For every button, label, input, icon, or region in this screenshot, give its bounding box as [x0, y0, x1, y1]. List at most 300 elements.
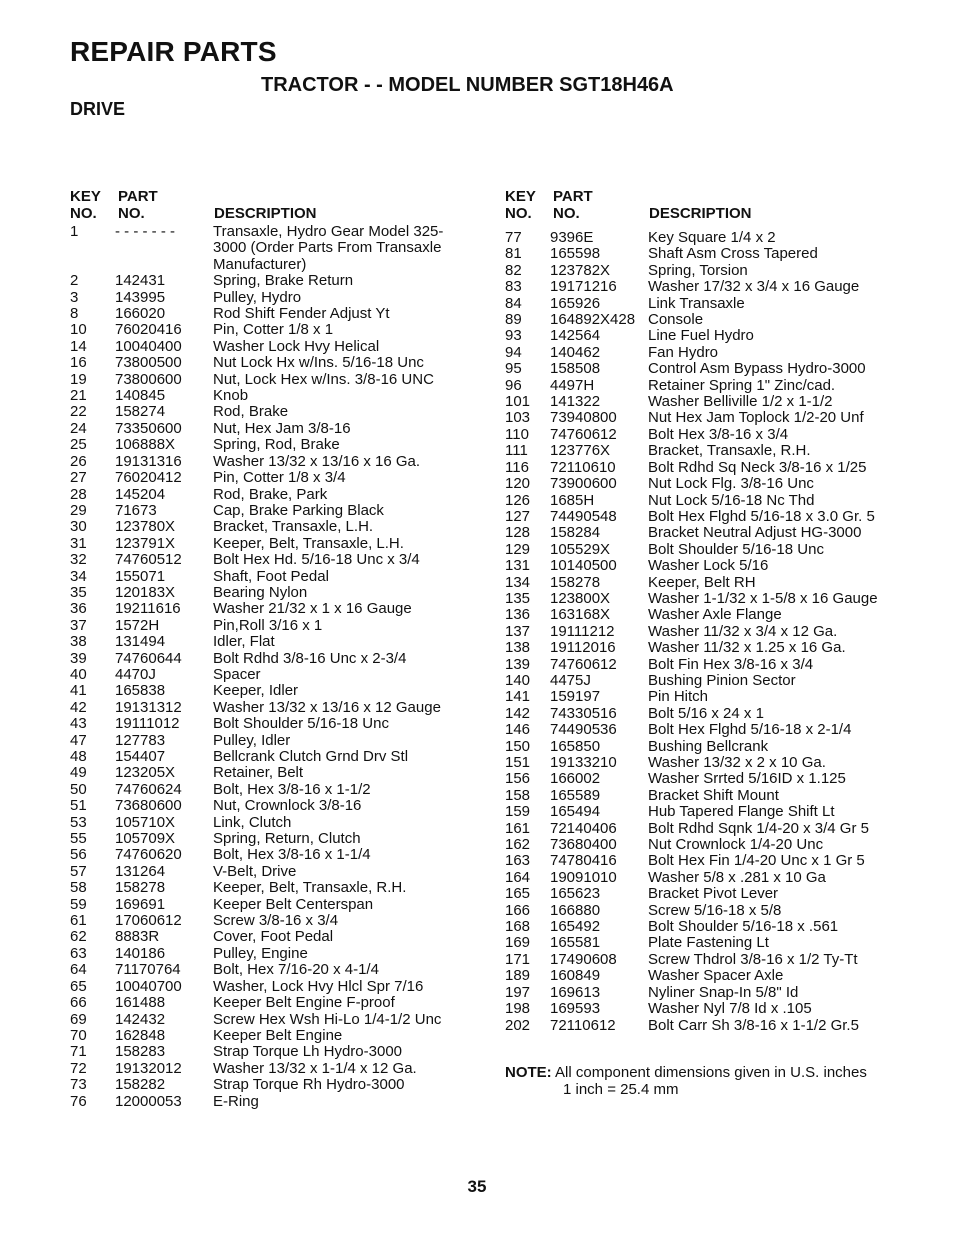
section-heading: DRIVE — [70, 99, 126, 119]
parts-row — [70, 1044, 458, 1060]
parts-row-key: 14 — [70, 337, 87, 355]
parts-row-key: 24 — [70, 419, 87, 437]
parts-row-desc: Bolt Hex 3/8-16 x 3/4 — [648, 425, 789, 443]
parts-row-part: 154407 — [115, 748, 166, 765]
parts-row — [505, 1001, 898, 1017]
parts-row — [70, 782, 458, 798]
parts-row-key: 36 — [70, 600, 87, 618]
parts-row-part: 105709X — [115, 830, 176, 848]
left-parts-list — [70, 224, 458, 1110]
parts-row-key: 161 — [505, 819, 531, 837]
parts-row-part: 1572H — [115, 616, 160, 634]
parts-row-desc: Hub Tapered Flange Shift Lt — [648, 803, 835, 821]
parts-row — [70, 355, 458, 371]
parts-row-desc: Spring, Rod, Brake — [213, 436, 340, 454]
parts-row-part: 123776X — [550, 442, 611, 460]
parts-row — [70, 290, 458, 306]
parts-row-key: 41 — [70, 682, 87, 700]
parts-row — [505, 657, 898, 673]
parts-row-key: 21 — [70, 387, 87, 405]
parts-row-part: 73800600 — [115, 370, 182, 388]
left-desc-header: DESCRIPTION — [214, 205, 317, 222]
parts-row — [505, 870, 898, 886]
parts-row — [505, 575, 898, 591]
parts-row-desc: Washer Nyl 7/8 Id x .105 — [648, 1000, 812, 1018]
parts-row-key: 57 — [70, 862, 87, 880]
parts-row-desc: Bracket, Transaxle, R.H. — [648, 442, 811, 460]
parts-row-desc: Bolt, Hex 3/8-16 x 1-1/2 — [213, 780, 371, 798]
parts-row — [70, 372, 458, 388]
parts-row-key: 8 — [70, 305, 79, 323]
right-key-header: KEY NO. — [505, 188, 536, 222]
parts-row-part: 158283 — [115, 1043, 166, 1061]
parts-row — [70, 339, 458, 355]
left-key-header: KEY NO. — [70, 188, 101, 222]
parts-row — [505, 296, 898, 312]
parts-row-key: 189 — [505, 967, 531, 985]
parts-row-key: 70 — [70, 1026, 87, 1044]
parts-row-part: 105529X — [550, 540, 611, 558]
parts-row — [70, 929, 458, 945]
parts-row-desc: Nut Lock 5/16-18 Nc Thd — [648, 491, 815, 509]
parts-row-part: 158284 — [550, 524, 601, 542]
parts-row-key: 159 — [505, 803, 531, 821]
parts-row-desc: Rod Shift Fender Adjust Yt — [213, 305, 390, 323]
parts-row — [505, 755, 898, 771]
parts-row — [505, 542, 898, 558]
parts-row-key: 138 — [505, 639, 531, 657]
parts-row-part: 19211616 — [115, 600, 181, 618]
parts-row-part: 10040700 — [115, 977, 182, 995]
parts-row — [70, 995, 458, 1011]
parts-row — [505, 525, 898, 541]
parts-row-key: 28 — [70, 485, 87, 503]
parts-row — [70, 634, 458, 650]
parts-row-key: 128 — [505, 524, 531, 542]
parts-row-desc: Nut Crownlock 1/4-20 Unc — [648, 836, 824, 854]
parts-row — [505, 1018, 898, 1034]
parts-row-key: 59 — [70, 895, 87, 913]
parts-row-desc: Washer Lock 5/16 — [648, 557, 769, 575]
parts-row — [70, 683, 458, 699]
parts-row-key: 171 — [505, 950, 531, 968]
parts-row-desc: Pin,Roll 3/16 x 1 — [213, 616, 323, 634]
parts-row-desc: Bolt Hex Flghd 5/16-18 x 2-1/4 — [648, 721, 852, 739]
parts-row — [70, 946, 458, 962]
parts-row — [505, 821, 898, 837]
parts-row-desc: Washer 5/8 x .281 x 10 Ga — [648, 868, 826, 886]
parts-row-desc: Washer Lock Hvy Helical — [213, 337, 380, 355]
parts-row — [505, 509, 898, 525]
parts-row-part: 74760644 — [115, 649, 182, 667]
parts-row — [70, 322, 458, 338]
parts-row-desc: Bolt 5/16 x 24 x 1 — [648, 704, 764, 722]
parts-row-desc: Shaft Asm Cross Tapered — [648, 245, 818, 263]
parts-row-desc: Rod, Brake — [213, 403, 289, 421]
parts-row-desc: Nut Lock Flg. 3/8-16 Unc — [648, 475, 814, 493]
parts-row — [505, 312, 898, 328]
parts-row — [70, 569, 458, 585]
parts-row-part: 71673 — [115, 501, 157, 519]
parts-row-desc: Idler, Flat — [213, 633, 275, 651]
parts-row-desc: Bolt, Hex 3/8-16 x 1-1/4 — [213, 846, 371, 864]
parts-row-key: 169 — [505, 934, 531, 952]
parts-row-desc: Link Transaxle — [648, 294, 745, 312]
parts-row-part: 159197 — [550, 688, 601, 706]
parts-row-desc: Console — [648, 311, 704, 329]
parts-row-desc: V-Belt, Drive — [213, 862, 297, 880]
right-desc-header: DESCRIPTION — [649, 205, 752, 222]
parts-row-desc: Spring, Brake Return — [213, 272, 354, 290]
parts-row-part: 74490536 — [550, 721, 617, 739]
parts-row-key: 42 — [70, 698, 87, 716]
parts-row — [505, 410, 898, 426]
parts-row-part: 72140406 — [550, 819, 617, 837]
parts-row-key: 134 — [505, 573, 531, 591]
parts-row — [505, 739, 898, 755]
parts-row — [70, 765, 458, 781]
parts-row-desc: Washer Srrted 5/16ID x 1.125 — [648, 770, 846, 788]
parts-row-desc: Washer 17/32 x 3/4 x 16 Gauge — [648, 278, 860, 296]
parts-row — [70, 388, 458, 404]
parts-row — [70, 651, 458, 667]
parts-row — [70, 421, 458, 437]
parts-row-key: 158 — [505, 786, 531, 804]
parts-row-part: 74330516 — [550, 704, 617, 722]
parts-row-desc: Bolt Shoulder 5/16-18 Unc — [648, 540, 824, 558]
parts-row-desc: Nut, Lock Hex w/Ins. 3/8-16 UNC — [213, 370, 434, 388]
parts-row-key: 168 — [505, 918, 531, 936]
parts-row — [505, 345, 898, 361]
parts-row-key: 120 — [505, 475, 531, 493]
parts-row-key: 198 — [505, 1000, 531, 1018]
parts-row-desc: Keeper Belt Engine — [213, 1026, 343, 1044]
parts-row-desc: Control Asm Bypass Hydro-3000 — [648, 360, 866, 378]
parts-row — [70, 1061, 458, 1077]
parts-row-key: 166 — [505, 901, 531, 919]
parts-row-part: 74760620 — [115, 846, 182, 864]
parts-row-desc: Nut, Hex Jam 3/8-16 — [213, 419, 351, 437]
parts-row-desc: Pin, Cotter 1/8 x 1 — [213, 321, 334, 339]
parts-row-key: 197 — [505, 983, 531, 1001]
parts-row-part: 19131316 — [115, 452, 182, 470]
parts-row — [505, 246, 898, 262]
parts-row-key: 10 — [70, 321, 87, 339]
parts-row-desc: Strap Torque Lh Hydro-3000 — [213, 1043, 403, 1061]
parts-row-desc: Bolt Hex Flghd 5/16-18 x 3.0 Gr. 5 — [648, 507, 875, 525]
parts-row-desc: Spacer — [213, 665, 261, 683]
parts-row-key: 139 — [505, 655, 531, 673]
parts-row-desc: Bracket Pivot Lever — [648, 885, 779, 903]
parts-row-key: 63 — [70, 944, 87, 962]
parts-row-key: 94 — [505, 343, 522, 361]
parts-row-key: 29 — [70, 501, 87, 519]
parts-row — [70, 585, 458, 601]
parts-row-key: 163 — [505, 852, 531, 870]
parts-row-part: 142564 — [550, 327, 601, 345]
parts-row-key: 35 — [70, 583, 87, 601]
parts-row-desc: Bolt Carr Sh 3/8-16 x 1-1/2 Gr.5 — [648, 1016, 859, 1034]
parts-row-part: 106888X — [115, 436, 176, 454]
parts-row-key: 49 — [70, 764, 87, 782]
parts-row — [505, 886, 898, 902]
parts-row — [70, 749, 458, 765]
parts-row-key: 140 — [505, 671, 531, 689]
parts-row-key: 62 — [70, 928, 87, 946]
parts-row-key: 131 — [505, 557, 531, 575]
parts-row-desc: Keeper, Belt, Transaxle, L.H. — [213, 534, 404, 552]
parts-row-key: 101 — [505, 393, 531, 411]
parts-row-desc: Bolt Rdhd Sq Neck 3/8-16 x 1/25 — [648, 458, 867, 476]
parts-row — [70, 798, 458, 814]
parts-row-key: 137 — [505, 622, 531, 640]
parts-row-part: 4470J — [115, 665, 156, 683]
parts-row-desc: Washer 1-1/32 x 1-5/8 x 16 Gauge — [648, 589, 878, 607]
parts-row — [70, 880, 458, 896]
parts-row — [70, 503, 458, 519]
parts-row-key: 1 — [70, 223, 79, 240]
parts-row-part: 140186 — [115, 944, 166, 962]
parts-row-key: 65 — [70, 977, 87, 995]
parts-row-part: 166020 — [115, 305, 166, 323]
parts-row-part: 73940800 — [550, 409, 617, 427]
parts-row-desc: Nyliner Snap-In 5/8" Id — [648, 983, 799, 1001]
parts-row-key: 37 — [70, 616, 87, 634]
parts-row — [70, 667, 458, 683]
parts-row-desc: Bolt Shoulder 5/16-18 x .561 — [648, 918, 839, 936]
parts-row-desc: Washer Axle Flange — [648, 606, 782, 624]
parts-row-part: 158508 — [550, 360, 601, 378]
parts-row-part: 76020412 — [115, 469, 182, 487]
parts-row — [505, 624, 898, 640]
parts-row-desc: Bearing Nylon — [213, 583, 308, 601]
parts-row-key: 146 — [505, 721, 531, 739]
parts-row-key: 150 — [505, 737, 531, 755]
parts-row-part: 160849 — [550, 967, 601, 985]
parts-row-key: 31 — [70, 534, 87, 552]
parts-row-part: 131494 — [115, 633, 166, 651]
parts-row — [505, 328, 898, 344]
parts-row-key: 151 — [505, 754, 531, 771]
parts-row — [70, 831, 458, 847]
parts-row-key: 136 — [505, 606, 531, 624]
parts-row-desc: Bellcrank Clutch Grnd Drv Stl — [213, 748, 409, 765]
parts-row-part: 73900600 — [550, 475, 617, 493]
parts-row-key: 69 — [70, 1010, 87, 1028]
parts-row-part: 158282 — [115, 1076, 166, 1094]
parts-row-part: 10040400 — [115, 337, 182, 355]
parts-row-part: 127783 — [115, 731, 166, 749]
parts-row-desc: Washer Belliville 1/2 x 1-1/2 — [648, 393, 833, 411]
parts-row-key: 165 — [505, 885, 531, 903]
parts-row-part: 74760512 — [115, 551, 182, 569]
parts-row-part: 165623 — [550, 885, 601, 903]
parts-row — [70, 897, 458, 913]
parts-row-desc: Screw Hex Wsh Hi-Lo 1/4-1/2 Unc — [213, 1010, 442, 1028]
parts-row-key: 164 — [505, 868, 531, 886]
parts-row-desc: Spring, Return, Clutch — [213, 830, 361, 848]
parts-row-part: 9396E — [550, 229, 594, 246]
left-part-header: PART NO. — [118, 188, 158, 222]
parts-row-part: 8883R — [115, 928, 160, 946]
parts-row-desc: Pin Hitch — [648, 688, 709, 706]
parts-row-part: 142431 — [115, 272, 166, 290]
parts-row — [505, 722, 898, 738]
parts-row — [70, 224, 458, 273]
parts-row — [70, 404, 458, 420]
parts-row — [505, 558, 898, 574]
parts-row-key: 58 — [70, 879, 87, 897]
parts-row-part: 123205X — [115, 764, 176, 782]
parts-row-desc: Retainer Spring 1" Zinc/cad. — [648, 376, 836, 394]
parts-row-part: 165926 — [550, 294, 601, 312]
parts-row — [505, 640, 898, 656]
parts-row-part: 74490548 — [550, 507, 617, 525]
parts-row-part: 19112016 — [550, 639, 616, 657]
parts-row — [505, 689, 898, 705]
parts-row-desc: Link, Clutch — [213, 813, 292, 831]
parts-row-part: 123780X — [115, 518, 176, 536]
parts-row-key: 38 — [70, 633, 87, 651]
parts-row — [505, 378, 898, 394]
parts-row — [505, 493, 898, 509]
parts-row — [505, 968, 898, 984]
parts-row-key: 93 — [505, 327, 522, 345]
dimension-note: NOTE: All component dimensions given in U.S. inches 1 inch = 25.4 mm — [505, 1064, 867, 1098]
parts-row-part: 162848 — [115, 1026, 166, 1044]
parts-row-part: 165838 — [115, 682, 166, 700]
parts-row-part: 19091010 — [550, 868, 617, 886]
parts-row-key: 51 — [70, 797, 87, 815]
parts-row-key: 34 — [70, 567, 87, 585]
parts-row — [70, 1012, 458, 1028]
parts-row-part: 4475J — [550, 671, 591, 689]
parts-row-desc: Cap, Brake Parking Black — [213, 501, 384, 519]
parts-row-part: 74760612 — [550, 425, 617, 443]
parts-row-part: 71170764 — [115, 961, 181, 979]
parts-row — [70, 552, 458, 568]
parts-row-desc: Screw 5/16-18 x 5/8 — [648, 901, 782, 919]
parts-row-part: 76020416 — [115, 321, 182, 339]
parts-row-part: 141322 — [550, 393, 601, 411]
parts-row-part: 10140500 — [550, 557, 617, 575]
parts-row-part: 19133210 — [550, 754, 617, 771]
parts-row-part: 131264 — [115, 862, 166, 880]
parts-row-desc: E-Ring — [213, 1092, 259, 1110]
parts-row-desc: Screw 3/8-16 x 3/4 — [213, 912, 339, 930]
parts-row — [505, 788, 898, 804]
parts-row — [505, 935, 898, 951]
parts-row-key: 81 — [505, 245, 522, 263]
parts-row-part: 158278 — [115, 879, 166, 897]
parts-row-key: 141 — [505, 688, 531, 706]
model-subtitle: TRACTOR - - MODEL NUMBER SGT18H46A — [261, 74, 674, 96]
parts-row — [70, 437, 458, 453]
parts-row — [70, 454, 458, 470]
parts-row-desc: Keeper Belt Engine F-proof — [213, 994, 395, 1012]
parts-row-part: 72110612 — [550, 1016, 616, 1034]
parts-row-part: 74760624 — [115, 780, 182, 798]
parts-row-key: 142 — [505, 704, 531, 722]
parts-row-key: 2 — [70, 272, 79, 290]
parts-row-desc: Screw Thdrol 3/8-16 x 1/2 Ty-Tt — [648, 950, 858, 968]
parts-row — [70, 700, 458, 716]
parts-row — [70, 618, 458, 634]
parts-row-key: 50 — [70, 780, 87, 798]
parts-row — [505, 279, 898, 295]
parts-row-desc: Bolt, Hex 7/16-20 x 4-1/4 — [213, 961, 379, 979]
parts-row-desc: Washer 13/32 x 13/16 x 12 Gauge — [213, 698, 441, 716]
parts-row-desc: Pulley, Engine — [213, 944, 308, 962]
parts-row-key: 22 — [70, 403, 87, 421]
parts-row-key: 73 — [70, 1076, 87, 1094]
parts-row-part: 120183X — [115, 583, 176, 601]
parts-row-part: 161488 — [115, 994, 166, 1012]
parts-row-part: 123782X — [550, 261, 611, 279]
parts-row-key: 127 — [505, 507, 531, 525]
parts-row-desc: Pulley, Idler — [213, 731, 291, 749]
parts-row — [505, 263, 898, 279]
parts-row-key: 96 — [505, 376, 522, 394]
parts-row-part: 166002 — [550, 770, 601, 788]
parts-row — [505, 607, 898, 623]
parts-row-part: 1685H — [550, 491, 595, 509]
parts-row-key: 48 — [70, 748, 87, 765]
parts-row-desc: Washer 21/32 x 1 x 16 Gauge — [213, 600, 412, 618]
parts-row-desc: Bracket Shift Mount — [648, 786, 779, 804]
parts-row-part: 74760612 — [550, 655, 617, 673]
parts-row-desc: Fan Hydro — [648, 343, 719, 361]
parts-row — [505, 476, 898, 492]
parts-row-key: 25 — [70, 436, 87, 454]
parts-row-key: 55 — [70, 830, 87, 848]
parts-row — [505, 837, 898, 853]
parts-row-desc: Washer Spacer Axle — [648, 967, 784, 985]
parts-row-part: 73680600 — [115, 797, 182, 815]
parts-row-part: 123800X — [550, 589, 611, 607]
parts-row-part: 165598 — [550, 245, 601, 263]
parts-row-part: 165492 — [550, 918, 601, 936]
parts-row-key: 26 — [70, 452, 87, 470]
parts-row-desc: Nut, Crownlock 3/8-16 — [213, 797, 362, 815]
parts-row-desc: Cover, Foot Pedal — [213, 928, 334, 946]
parts-row — [70, 913, 458, 929]
parts-row-part: 169593 — [550, 1000, 601, 1018]
page-title: REPAIR PARTS — [70, 36, 277, 67]
parts-row-part: 166880 — [550, 901, 601, 919]
parts-row-key: 103 — [505, 409, 531, 427]
parts-row-desc: Keeper, Belt, Transaxle, R.H. — [213, 879, 407, 897]
parts-row-desc: Spring, Torsion — [648, 261, 748, 279]
parts-row-key: 30 — [70, 518, 87, 536]
parts-row-key: 72 — [70, 1059, 87, 1077]
parts-row-part: 74780416 — [550, 852, 617, 870]
parts-row-desc: Bolt Rdhd 3/8-16 Unc x 2-3/4 — [213, 649, 407, 667]
parts-row-desc: Keeper, Idler — [213, 682, 299, 700]
parts-row-part: 17060612 — [115, 912, 182, 930]
parts-row-desc: Knob — [213, 387, 249, 405]
parts-row-key: 84 — [505, 294, 522, 312]
parts-row-key: 110 — [505, 425, 529, 443]
parts-row-key: 71 — [70, 1043, 87, 1061]
parts-row-key: 43 — [70, 715, 87, 733]
parts-row-key: 135 — [505, 589, 531, 607]
parts-row-key: 3 — [70, 288, 79, 306]
parts-row-desc: Bushing Pinion Sector — [648, 671, 796, 689]
parts-row-part: 19171216 — [550, 278, 617, 296]
parts-row-desc: Bolt Hex Hd. 5/16-18 Unc x 3/4 — [213, 551, 420, 569]
parts-row — [70, 519, 458, 535]
